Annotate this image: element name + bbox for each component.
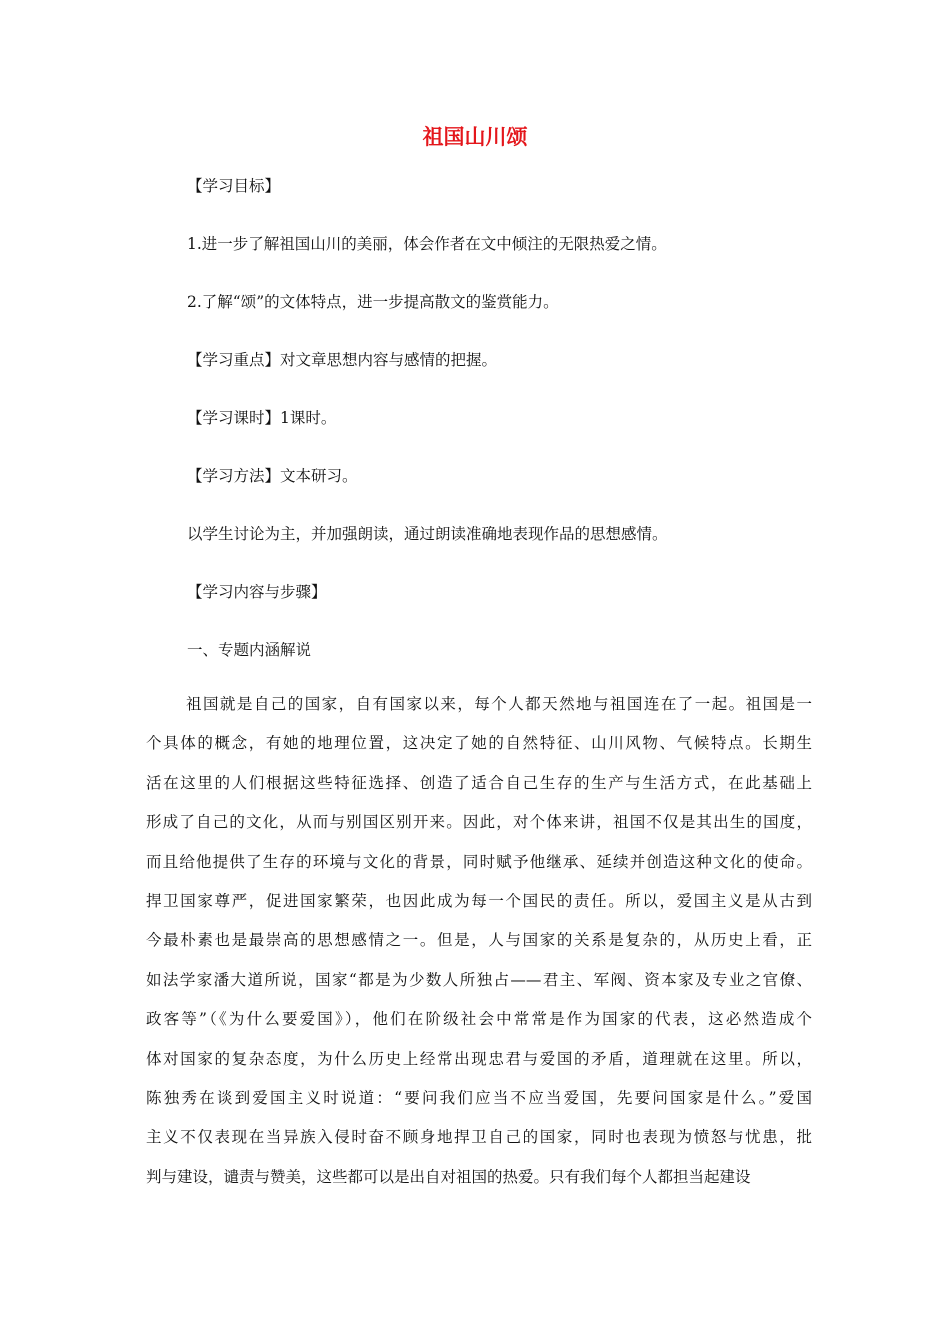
goal-item-2: 2.了解“颂”的文体特点，进一步提高散文的鉴赏能力。 <box>187 293 559 311</box>
document-title: 祖国山川颂 <box>422 125 528 149</box>
paragraph-line: 而且给他提供了生存的环境与文化的背景，同时赋予他继承、延续并创造这种文化的使命。 <box>146 852 812 871</box>
goal-item-1: 1.进一步了解祖国山川的美丽，体会作者在文中倾注的无限热爱之情。 <box>187 235 667 253</box>
paragraph-line: 如法学家潘大道所说，国家“都是为少数人所独占——君主、军阀、资本家及专业之官僚、 <box>146 970 812 989</box>
learning-hours-line: 【学习课时】1课时。 <box>187 409 337 427</box>
section-heading-content-steps: 【学习内容与步骤】 <box>187 583 327 601</box>
learning-focus-line: 【学习重点】对文章思想内容与感情的把握。 <box>187 351 498 369</box>
paragraph-line: 政客等”（《为什么要爱国》），他们在阶级社会中常常是作为国家的代表，这必然造成个 <box>146 1010 812 1029</box>
paragraph-line: 主义不仅表现在当异族入侵时奋不顾身地捍卫自己的国家，同时也表现为愤怒与忧患，批 <box>146 1128 812 1147</box>
paragraph-line: 个具体的概念，有她的地理位置，这决定了她的自然特征、山川风物、气候特点。长期生 <box>146 734 812 753</box>
method-detail-line: 以学生讨论为主，并加强朗读，通过朗读准确地表现作品的思想感情。 <box>187 525 668 543</box>
paragraph-line: 祖国就是自己的国家，自有国家以来，每个人都天然地与祖国连在了一起。祖国是一 <box>186 695 812 713</box>
paragraph-line: 今最朴素也是最崇高的思想感情之一。但是，人与国家的关系是复杂的，从历史上看，正 <box>146 931 812 950</box>
subsection-heading-topic-explanation: 一、专题内涵解说 <box>187 641 312 659</box>
paragraph-line: 活在这里的人们根据这些特征选择、创造了适合自己生存的生产与生活方式，在此基础上 <box>146 773 812 792</box>
section-heading-learning-goals: 【学习目标】 <box>187 177 281 195</box>
paragraph-line: 捍卫国家尊严，促进国家繁荣，也因此成为每一个国民的责任。所以，爱国主义是从古到 <box>146 891 812 910</box>
paragraph-line: 判与建设，谴责与赞美，这些都可以是出自对祖国的热爱。只有我们每个人都担当起建设 <box>146 1167 751 1186</box>
paragraph-line: 形成了自己的文化，从而与别国区别开来。因此，对个体来讲，祖国不仅是其出生的国度， <box>146 813 812 832</box>
learning-method-line: 【学习方法】文本研习。 <box>187 467 358 485</box>
body-paragraph <box>146 692 812 1204</box>
paragraph-line: 体对国家的复杂态度，为什么历史上经常出现忠君与爱国的矛盾，道理就在这里。所以， <box>146 1049 812 1068</box>
paragraph-line: 陈独秀在谈到爱国主义时说道：“要问我们应当不应当爱国，先要问国家是什么。”爱国 <box>146 1088 812 1107</box>
